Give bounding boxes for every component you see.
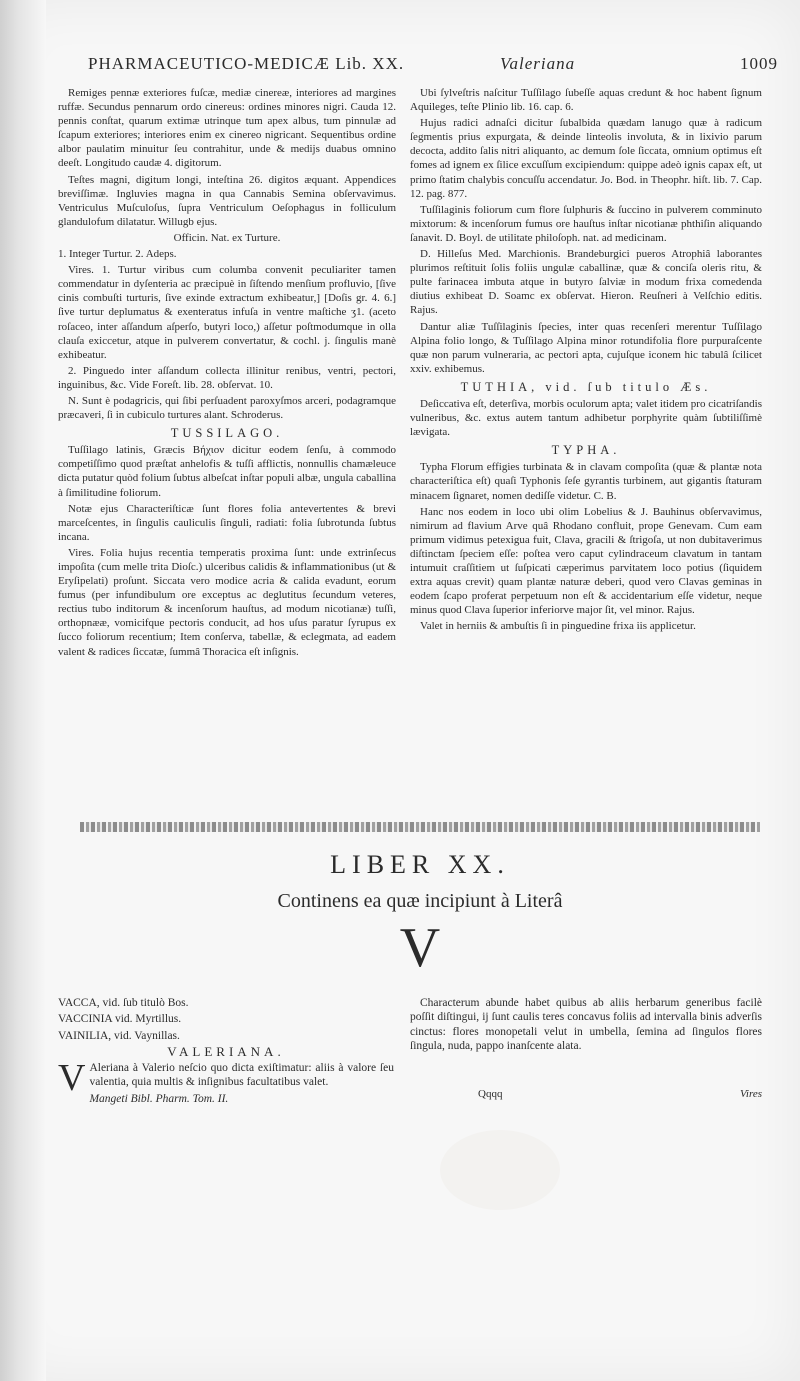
page-number: 1009 <box>740 54 778 73</box>
signature-mark: Qqqq <box>478 1088 503 1100</box>
book-title: LIBER XX. <box>330 850 510 879</box>
paragraph: Ubi ſylveſtris naſcitur Tuſſilago ſubeſſe aquas credunt & hoc habent ſignum Aquileges, teſte Plinio lib. 16. cap. 6. <box>410 87 762 114</box>
paragraph: Vires. Folia hujus recentia temperatis proxima ſunt: unde extrinſecus impoſita (cum melle trita Dioſc.) ulceribus calidis & inflammationibus (ut & Eryſipelati) proſunt. Siccata vero modice acria & calida evadunt, eorum fumus (per infundibulum ore exceptus ac deglutitus ſecundum veteres, rectius tubo inditorum & incenſorum hauſtus, ad modum nicotianæ) tuſſi, orthopnææ, vomicifque pectoris conducit, ad hos uſus paratur ſyrupus ex ſucco foliorum recentium; Item conſerva, tabellæ, & eclegmata, ad eadem valent & radices ſiccatæ, ſummâ Thoracica eſt inſignis. <box>58 546 396 658</box>
paragraph: N. Sunt è podagricis, qui ſibi perſuadent paroxyſmos arceri, podagramque præcaveri, ſi in cubiculo turtures alant. Schroderus. <box>58 394 396 422</box>
page-footer <box>410 1088 762 1106</box>
paragraph: Remiges pennæ exteriores fuſcæ, mediæ cinereæ, interiores ad margines ruffæ. Secundus pennarum ordo cinereus: ordines minores nigri. Cauda 12. pennis conſtat, quarum extimæ utrinque tum apex albus, tum pinnulæ ad ſcapum exteriores; interiores enim ex cinereo nigricant. Sequentibus ordine albor paulatim minuitur ſeu contrahitur, unde & medijs duabus omnino deeſt. Longitudo caudæ 4. digitorum. <box>58 87 396 170</box>
paragraph: Characterum abunde habet quibus ab aliis herbarum generibus facilè poſſit diſtingui, ij ſunt caulis teres concavus foliis ad intervalla binis adverſis cinctus: flores monopetali velut in umbella, ſemina ad ſingulos flores ſingula, nuda, pappo inanſcente alata. <box>410 997 762 1052</box>
book-letter: V <box>399 917 441 979</box>
officin-heading: Officin. Nat. ex Turture. <box>173 231 281 244</box>
paragraph: 2. Pinguedo inter aſſandum collecta illinitur renibus, ventri, pectori, inguinibus, &c. Vide Foreſt. lib. 28. obſervat. 10. <box>58 364 396 391</box>
cross-reference: VACCA, vid. ſub titulò Bos. <box>58 997 189 1009</box>
paragraph: Tuſſilago latinis, Græcis Βήχιον dicitur eodem ſenſu, à commodo competiſſimo quod præſtat anhelofis & tuſſi afflictis, nonnullis chamæleuce dicta putatur quòd folium ſubtus albeſcat inſtar populi albæ, ungula caballina à ſimilitudine foliorum. <box>58 444 396 499</box>
page-gutter-shadow <box>0 0 46 1381</box>
running-head <box>88 54 778 80</box>
running-head-section: Valeriana <box>500 54 576 73</box>
paragraph: Tuſſilaginis foliorum cum flore ſulphuris & ſuccino in pulverem comminuto mixtorum: & incenſorum fumus ore hauſtus inſtar nicotianæ phthiſin aliquando ſanavit. D. Boyl. de utilitate philoſoph. nat. ad medicinam. <box>410 203 762 244</box>
paragraph: Vires. 1. Turtur viribus cum columba convenit peculiariter tamen commendatur in dyſenteria ac præcipuè in ſiſtendo menſium profluvio, [ſive cinis combuſti turturis, ſive exinde extractum exhibeatur,] [Doſis gr. 4. 6.] ſive turtur deplumatus & exenteratus infuſa in ventre maſtiche ʒ1. (aceto roſaceo, inter aſſandum aſperſo, butyri loco,) aſſetur poſtmodumque in olla clauſa exiccetur, atque in pulverem convertatur, & cochl. j. ſingulis manè exhibeatur. <box>58 264 396 361</box>
paragraph: Dantur aliæ Tuſſilaginis ſpecies, inter quas recenſeri merentur Tuſſilago Alpina folio longo, & Tuſſilago Alpina minor rotundifolia flore purpuraſcente quæ non parum vulneraria, ac pectori apta, cujuſque iconem hic tabulâ ſcilicet xxiv. exhibemus. <box>410 320 762 375</box>
source-citation: Mangeti Bibl. Pharm. Tom. II. <box>89 1092 229 1105</box>
drop-cap: V <box>58 1057 86 1100</box>
paragraph: Deſiccativa eſt, deterſiva, morbis oculorum apta; valet itidem pro cicatriſandis vulneribus, &c. extus autem tantum adhibetur porphyrite quàm ſubtiliſſimè lævigata. <box>410 397 762 439</box>
right-column <box>410 86 762 796</box>
paragraph: Typha Florum effigies turbinata & in clavam compoſita (quæ & plantæ nota characteriſtica eſt) quaſi Typhonis ſeſe gyrantis turbinem, aut gigantis ſtaturam minacem ſignaret, nomen dediſſe videtur. C. B. <box>410 461 762 502</box>
paragraph: Valet in herniis & ambuſtis ſi in pinguedine frixa iis applicetur. <box>420 620 696 633</box>
section-title-valeriana: VALERIANA. <box>167 1043 285 1059</box>
paper-stain <box>440 1130 560 1210</box>
paragraph: D. Hilleſus Med. Marchionis. Brandeburgici pueros Atrophiâ laborantes plurimos reſtituit ſolis foliis ungulæ caballinæ, quæ & conciſa oleris ritu, & pulte farinacea imbuta atque in butyro ſalviæ in modum frixa comedenda diutius exhibeat D. Soamc ex obſervat. Hieron. Reuſneri à Velſchio editis. Rajus. <box>410 248 762 317</box>
decorative-ornament-band <box>80 822 760 832</box>
bottom-left-column <box>58 996 394 1106</box>
section-title-typha: TYPHA. <box>551 443 621 458</box>
paragraph: Hujus radici adnaſci dicitur ſubalbida quædam lanugo quæ à radicum ſegmentis prius expurgata, & deinde linteolis involuta, & in lixivio parum decocta, addito ſalis nitri aliquanto, ac demum ſole ſiccata, omnium optimus eſt fomes ad ignem ex ſilice excuſſum excipiendum: quippe adeò ignis capax eſt, ut primo ſtatim chalybis concuſſu accendatur. Jo. Bod. in Theophr. hiſt. lib. 7. Cap. 12. pag. 877. <box>410 117 762 200</box>
left-column <box>58 86 396 820</box>
book-subtitle: Continens ea quæ incipiunt à Literâ <box>277 890 563 912</box>
cross-reference: VACCINIA vid. Myrtillus. <box>58 1013 182 1026</box>
paragraph: Notæ ejus Characteriſticæ ſunt flores folia antevertentes & brevi marceſcentes, in ſingulis cauliculis ſinguli, radiati: folia ſubrotunda ſubtus incana. <box>58 502 396 543</box>
paragraph-text: Aleriana à Valerio neſcio quo dicta exiſtimatur: aliis à valore ſeu valentia, quia multis & inſignibus facultatibus valet. <box>89 1062 394 1089</box>
section-title-tussilago: TUSSILAGO. <box>170 426 284 441</box>
paragraph: 1. Integer Turtur. 2. Adeps. <box>58 248 177 261</box>
section-title-tuthia: TUTHIA, vid. ſub titulo Æs. <box>460 379 712 394</box>
paragraph: Hanc nos eodem in loco ubi olim Lobelius & J. Bauhinus obſervavimus, nimirum ad flavium Arve quâ Rhodano confluit, prope Genevam. Cum eam primum vidimus petexigua fuit, Clava, gracili & ſtrigoſa, ut non dubitaverimus diſtinctam ſpeciem eſſe: poſtea vero caput cylindraceum clavatum in tantam intumuit craſſitiem ut ſuſpicati cæperimus parvitatem loco potius (ſiquidem extra aquas crevit) quam plantæ naturæ deberi, quod vero Clavas geminas in eodem ſcapo proferat perpetuum non eſt & accidentarium eſſe videtur, neque minus quod Clava ſuperior inferiorve major ſit, vel minor. Rajus. <box>410 505 762 617</box>
catchword: Vires <box>740 1088 762 1100</box>
running-head-title: PHARMACEUTICO-MEDICÆ Lib. XX. <box>88 54 405 73</box>
paragraph: Teſtes magni, digitum longi, inteſtina 26. digitos æquant. Appendices breviſſimæ. Ingluvies magna in qua Cannabis Semina obſervavimus. Ventriculus Muſculoſus, ſupra Ventriculum Oeſophagus in folliculum glandulofum dilatatur. Willugb ejus. <box>58 173 396 228</box>
cross-reference: VAINILIA, vid. Vaynillas. <box>58 1029 180 1042</box>
